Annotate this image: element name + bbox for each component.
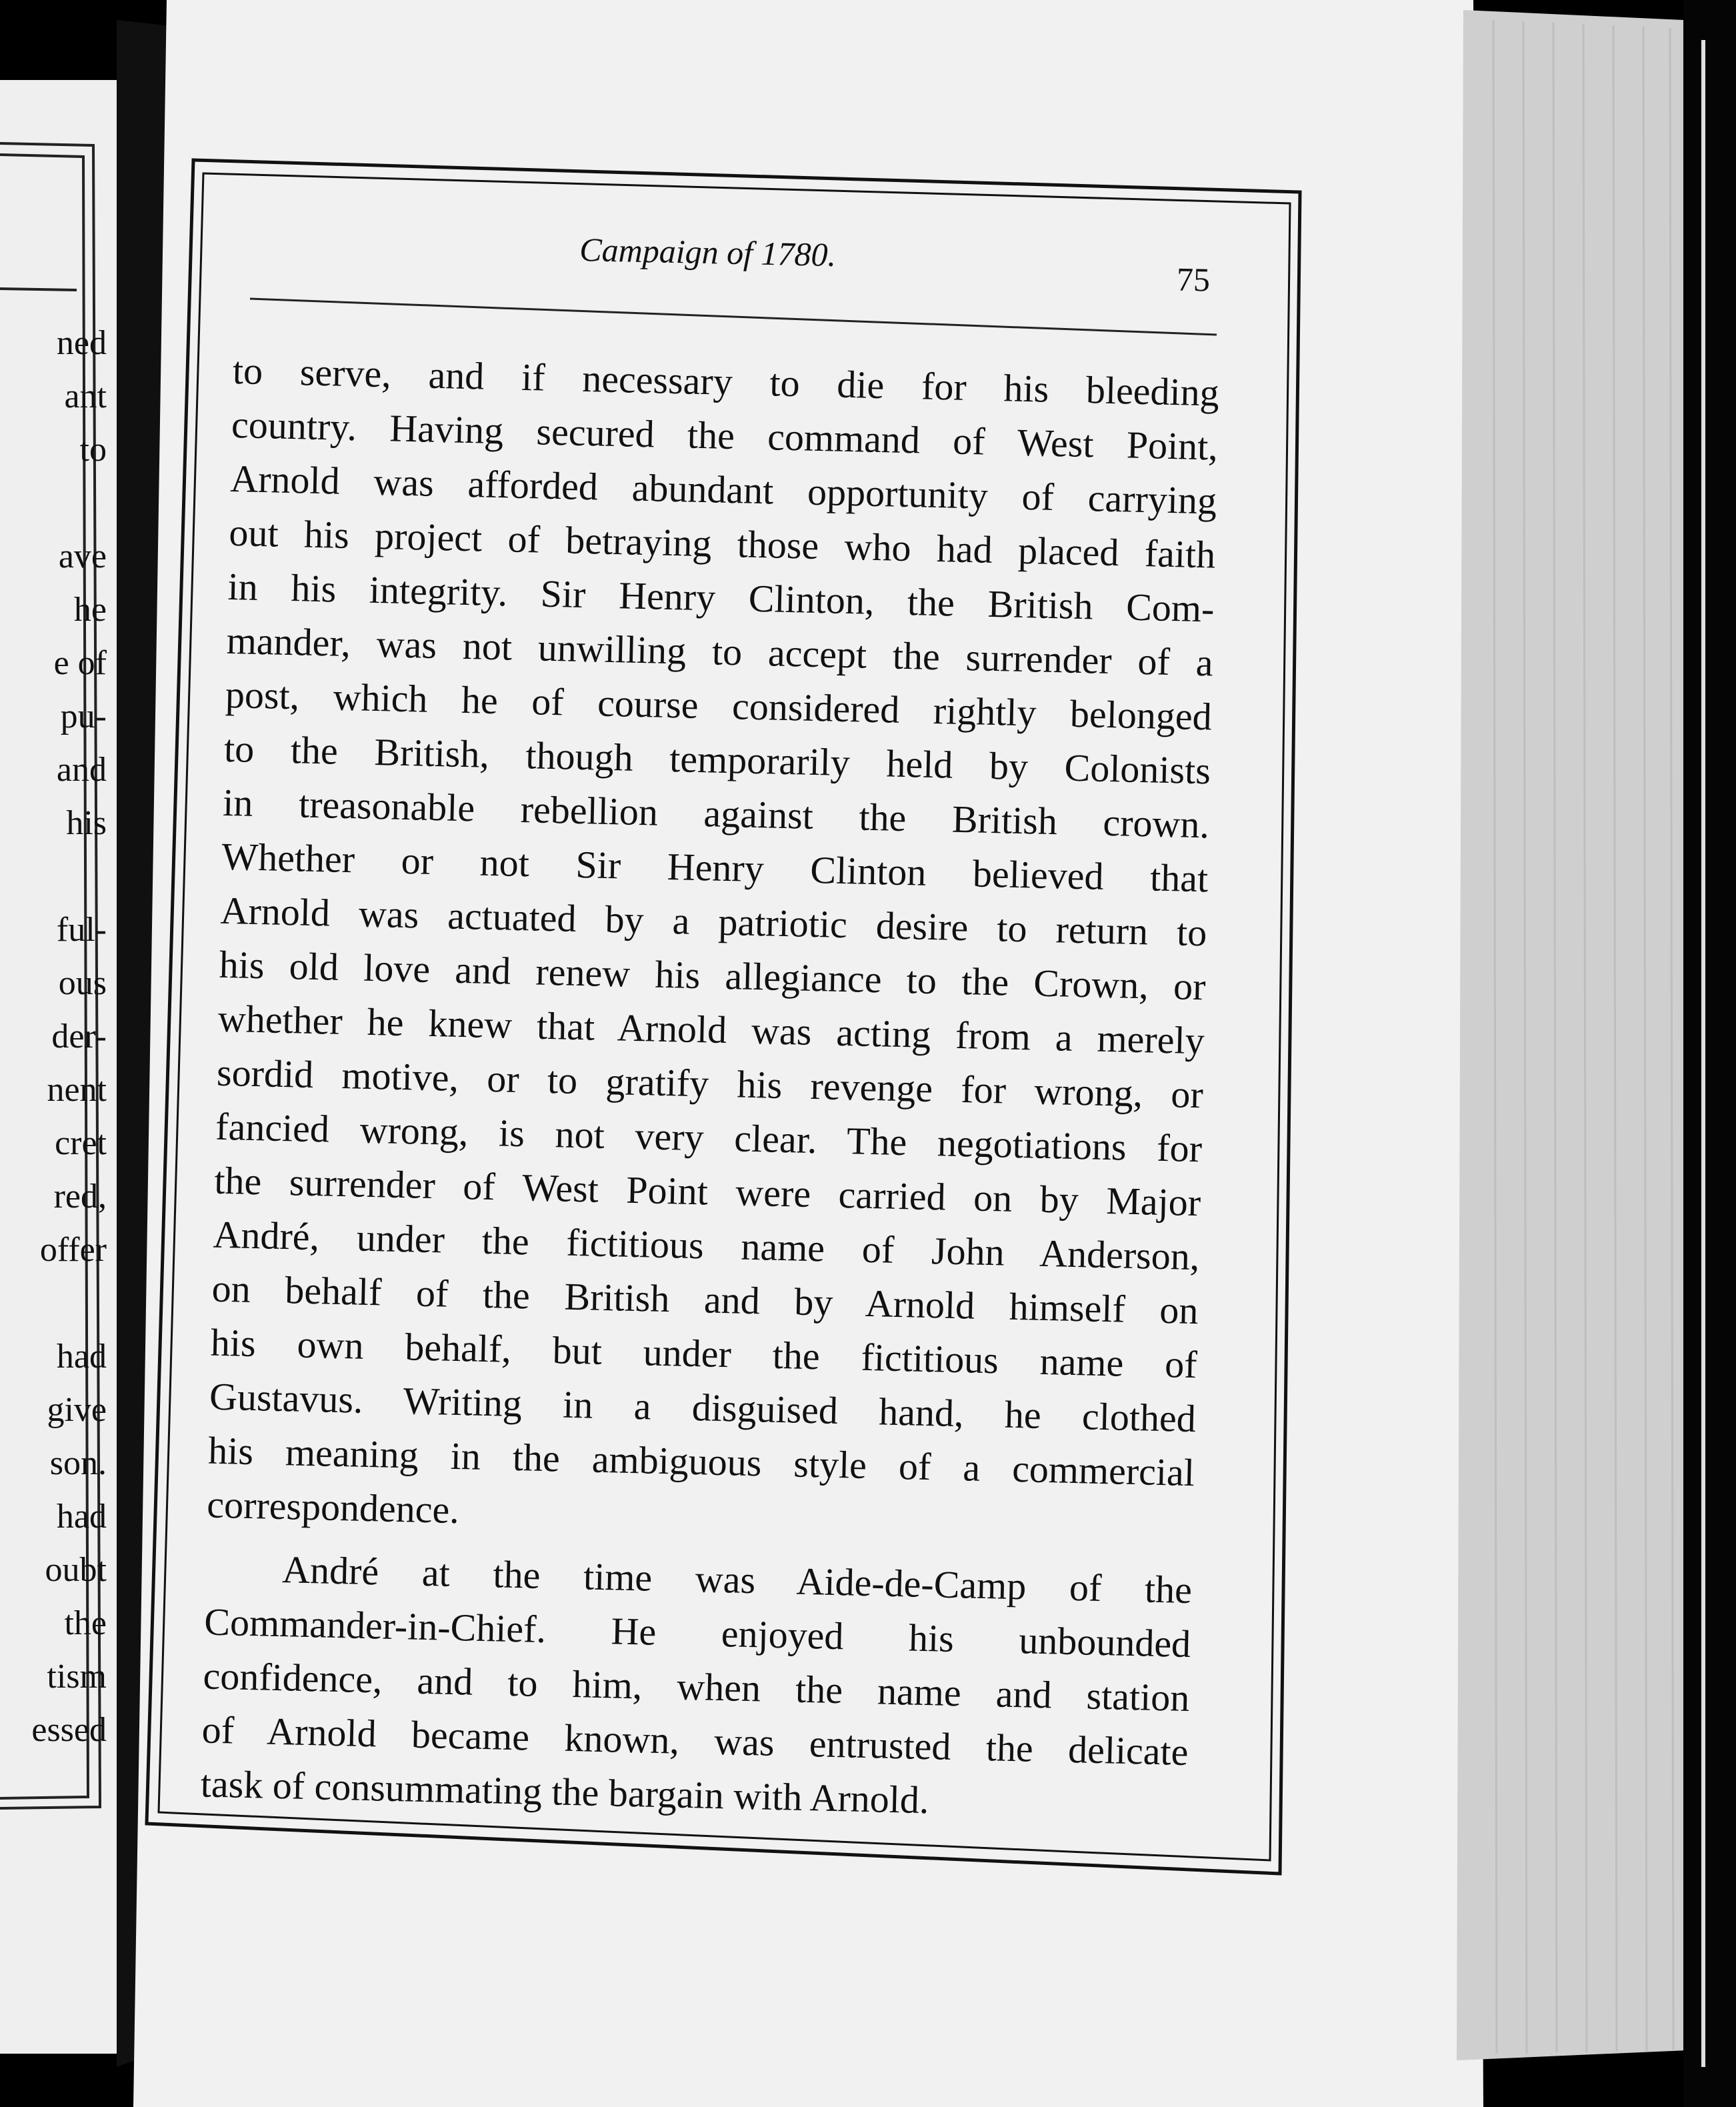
left-page-fragment: ous: [58, 964, 107, 1002]
text-line: his old love and renew his allegiance to the Crown, or: [219, 942, 1207, 1009]
left-page-fragment: ant: [64, 377, 107, 415]
body-text: [200, 343, 1220, 1833]
text-line: fancied wrong, is not very clear. The negotiations for: [215, 1104, 1203, 1171]
text-line: Arnold was actuated by a patriotic desire to return to: [219, 888, 1208, 955]
text-line: correspondence.: [206, 1482, 460, 1532]
left-page-fragment: der-: [51, 1017, 107, 1056]
text-line: sordid motive, or to gratify his revenge for wrong, or: [216, 1050, 1204, 1117]
left-page-fragment: had: [56, 1498, 107, 1536]
left-page-fragment: ave: [58, 537, 107, 575]
left-page-fragment: oubt: [45, 1551, 107, 1589]
left-page-fragment: essed: [31, 1711, 107, 1749]
left-page-fragment: cret: [55, 1124, 107, 1162]
text-line: task of consummating the bargain with Arnold.: [200, 1762, 930, 1822]
text-line: the surrender of West Point were carried on by Major: [213, 1158, 1201, 1225]
text-line: his own behalf, but under the fictitious name of: [210, 1320, 1198, 1387]
text-line: Arnold was afforded abundant opportunity of carrying: [229, 456, 1217, 523]
left-page-fragment: red,: [53, 1178, 107, 1216]
left-page-fragment: offer: [39, 1231, 107, 1269]
text-line: Commander-in-Chief. He enjoyed his unbounded: [203, 1600, 1191, 1666]
left-page-fragment: tism: [47, 1658, 107, 1696]
text-line: André, under the fictitious name of John Anderson,: [212, 1212, 1201, 1279]
left-page-fragment: had: [56, 1338, 107, 1376]
running-head: Campaign of 1780.: [579, 230, 837, 274]
text-line: whether he knew that Arnold was acting from a merely: [217, 996, 1205, 1063]
left-page-fragment: to: [79, 431, 107, 469]
text-line: André at the time was Aide-de-Camp of the: [281, 1548, 1193, 1612]
left-page-fragment: pu-: [60, 697, 107, 735]
text-line: post, which he of course considered rightly belonged: [225, 672, 1213, 739]
text-line: Whether or not Sir Henry Clinton believed that: [221, 834, 1209, 901]
left-page-fragment: ful-: [56, 911, 107, 949]
text-line: out his project of betraying those who had placed faith: [228, 510, 1216, 577]
text-line: of Arnold became known, was entrusted the delicate: [201, 1708, 1189, 1774]
left-page-fragment: e of: [53, 644, 107, 682]
text-line: on behalf of the British and by Arnold himself on: [211, 1266, 1199, 1333]
text-line: mander, was not unwilling to accept the surrender of a: [226, 618, 1214, 685]
page-number: 75: [1176, 260, 1211, 299]
text-line: his meaning in the ambiguous style of a commercial: [207, 1428, 1195, 1495]
text-line: in treasonable rebellion against the British crown.: [222, 780, 1210, 847]
text-line: to the British, though temporarily held by Colonists: [223, 726, 1211, 793]
left-page-fragment: nent: [47, 1071, 107, 1109]
text-line: in his integrity. Sir Henry Clinton, the British Com-: [227, 564, 1215, 631]
text-line: confidence, and to him, when the name and station: [202, 1654, 1191, 1720]
left-page-fragment: he: [73, 591, 107, 629]
left-page-fragment: his: [66, 804, 107, 842]
left-page-fragment: give: [47, 1391, 107, 1429]
left-page-fragment: son.: [49, 1444, 107, 1482]
text-line: to serve, and if necessary to die for his bleeding: [232, 348, 1220, 415]
left-page-fragment: and: [56, 751, 107, 789]
text-line: Gustavus. Writing in a disguised hand, he clothed: [209, 1374, 1197, 1441]
left-page-fragment: the: [64, 1604, 107, 1642]
left-page-fragment: ned: [56, 324, 107, 362]
text-line: country. Having secured the command of West Point,: [231, 402, 1219, 469]
